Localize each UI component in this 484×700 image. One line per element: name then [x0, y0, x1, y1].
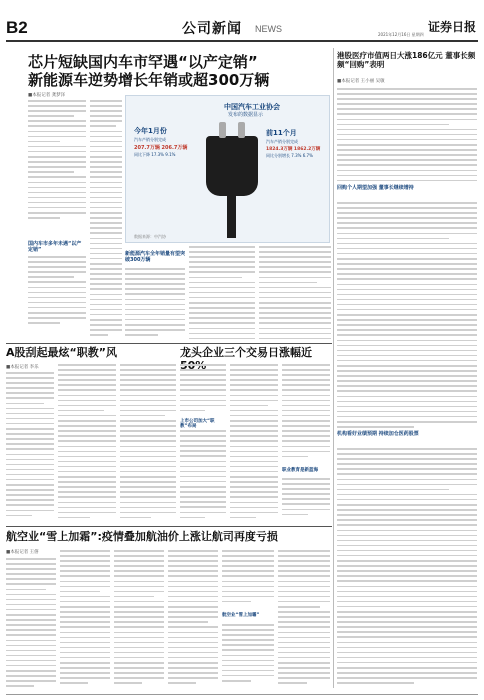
right-subhead-2: 机构看好业绩预期 持续加仓医药股票	[337, 431, 419, 437]
article4-col5a	[222, 550, 274, 610]
article4-col2	[60, 550, 110, 690]
article4-col5b	[222, 624, 274, 690]
article2-col2	[58, 364, 116, 522]
right-text-1	[337, 88, 477, 184]
article4-col3	[114, 550, 164, 690]
section-title: 公司新闻	[182, 21, 242, 37]
lead-byline: ■本报记者 龚梦泽	[28, 93, 66, 98]
article3-headline: 龙头企业三个交易日涨幅近	[180, 346, 312, 359]
lead-col4-text	[189, 246, 255, 340]
auto-industry-infographic	[125, 95, 330, 243]
masthead-rule	[6, 40, 478, 42]
article2-col3	[120, 364, 176, 522]
infographic-source: 数据来源：中汽协	[134, 234, 166, 239]
article3-col3a	[282, 364, 330, 464]
article4-subhead: 航空业“雪上加霜”	[222, 613, 260, 618]
article4-col4	[168, 550, 218, 690]
article3-col2	[230, 364, 278, 522]
article2-col1	[6, 372, 54, 522]
article4-col1	[6, 558, 56, 690]
lead-headline-1: 芯片短缺国内车市罕遇“以产定销”	[28, 53, 258, 71]
article4-headline: 航空业“雪上加霜”:疫情叠加航油价上涨让航司再度亏损	[6, 530, 278, 543]
page-number: B2	[6, 18, 28, 37]
lead-col1-text	[28, 100, 86, 240]
footer-rule	[6, 694, 478, 695]
article3-col3b	[282, 478, 330, 522]
col1-subhead: 国内车市多年未遇“以产定销”	[28, 241, 82, 253]
infographic-left-label: 今年1月份	[134, 127, 167, 135]
infographic-right-label2: 汽车产销分别完成	[266, 139, 298, 144]
charging-cable-icon	[227, 196, 236, 238]
mid-subhead: 新能源汽车全年销量有望突破300万辆	[125, 251, 186, 263]
issue-date: 2021年12月16日 星期四	[378, 32, 424, 37]
column-divider	[333, 48, 334, 688]
charging-plug-icon	[206, 136, 258, 196]
section-subtitle: NEWS	[255, 24, 282, 34]
infographic-title: 中国汽车工业协会	[224, 103, 280, 111]
article3-subhead-2: 职业教育是新蓝海	[282, 468, 318, 473]
article4-col6	[278, 550, 330, 690]
article4-byline: ■本报记者 王僖	[6, 550, 39, 555]
article2-headline: A股刮起最炫“职教”风	[6, 346, 117, 359]
lead-col1-text-2	[28, 256, 86, 338]
lead-col5-text	[259, 246, 331, 340]
infographic-right-change: 同比分别增长 7.3% 6.7%	[266, 153, 313, 158]
right-text-3	[337, 448, 477, 688]
right-byline: ■本报记者 王小丽 吴敏	[337, 79, 385, 84]
newspaper-logo: 证券日报	[428, 20, 477, 34]
lead-headline-2: 新能源车逆势增长年销或超300万辆	[28, 71, 270, 89]
right-subhead-1: 回购个人期望加强 董事长继续增持	[337, 185, 414, 191]
section-rule-2	[6, 526, 332, 527]
lead-col2-text	[90, 100, 122, 340]
infographic-left-label2: 汽车产销分别完成	[134, 137, 166, 142]
article3-col1b	[180, 430, 226, 522]
masthead	[0, 0, 484, 38]
article2-byline: ■本报记者 李乐	[6, 365, 39, 370]
infographic-subtitle: 发布的数据显示	[228, 112, 264, 118]
right-text-2	[337, 202, 477, 430]
lead-col3-text	[125, 268, 185, 340]
infographic-left-change: 同比下降 17.3% 9.1%	[134, 152, 176, 157]
article3-col1a	[180, 364, 226, 416]
infographic-left-values: 207.7万辆 206.7万辆	[134, 145, 188, 151]
infographic-right-label: 前11个月	[266, 129, 297, 137]
right-headline: 港股医疗市值两日大涨186亿元 董事长频频“回购”表明	[337, 51, 476, 69]
infographic-right-values: 1824.3万辆 1862.2万辆	[266, 147, 321, 152]
article3-subhead-1: 上市公司加大“职教”布局	[180, 419, 215, 430]
section-rule-1	[6, 343, 332, 344]
